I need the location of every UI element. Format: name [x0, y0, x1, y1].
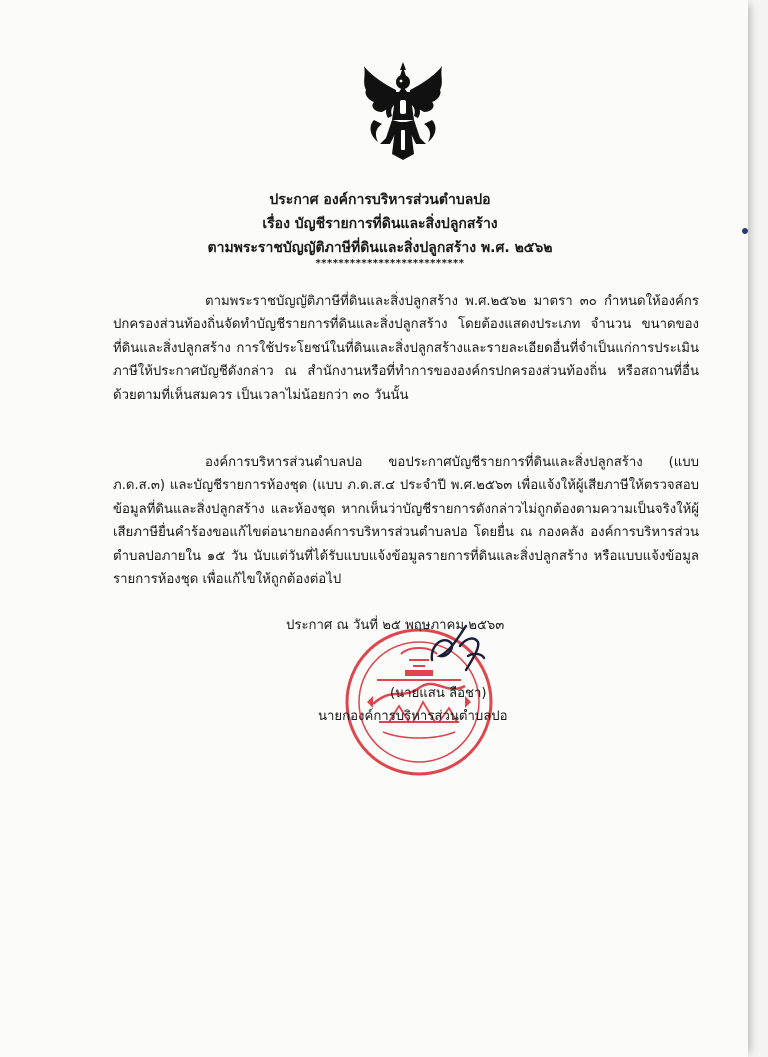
- signatory-title: นายกองค์การบริหารส่วนตำบลปอ: [318, 709, 508, 724]
- announcement-subject: เรื่อง บัญชีรายการที่ดินและสิ่งปลูกสร้าง: [262, 216, 498, 232]
- announcement-act-reference: ตามพระราชบัญญัติภาษีที่ดินและสิ่งปลูกสร้าง พ.ศ. ๒๕๖๒: [207, 240, 553, 256]
- announcement-header: [0, 188, 760, 260]
- paragraph-2-text: องค์การบริหารส่วนตำบลปอ ขอประกาศบัญชีรายการที่ดินและสิ่งปลูกสร้าง (แบบ ภ.ด.ส.๓) และบัญชีรายการห้องชุด (แบบ ภ.ด.ส.๔ ประจำปี พ.ศ.๒๕๖๓ เพื่อแจ้งให้ผู้เสียภาษีให้ตรวจสอบข้อมูลที่ดินและสิ่งปลูกสร้าง และห้องชุด หากเห็นว่าบัญชีรายการดังกล่าวไม่ถูกต้องตามความเป็นจริงให้ผู้เสียภาษียื่นคำร้องขอแก้ไขต่อนายกองค์การบริหารส่วนตำบลปอ โดยยื่น ณ กองคลัง องค์การบริหารส่วนตำบลปอภายใน ๑๕ วัน นับแต่วันที่ได้รับแบบแจ้งข้อมูลรายการที่ดินและสิ่งปลูกสร้าง หรือแบบแจ้งข้อมูลรายการห้องชุด เพื่อแก้ไขให้ถูกต้องต่อไป: [113, 455, 699, 588]
- scan-ink-dot: [742, 228, 748, 234]
- announcement-title: ประกาศ องค์การบริหารส่วนตำบลปอ: [269, 192, 491, 208]
- body-paragraph-1: [113, 290, 699, 407]
- signatory-name: (นายแสน ลือชา): [390, 686, 487, 701]
- paragraph-1-text: ตามพระราชบัญญัติภาษีที่ดินและสิ่งปลูกสร้าง พ.ศ.๒๕๖๒ มาตรา ๓๐ กำหนดให้องค์กรปกครองส่วนท้องถิ่นจัดทำบัญชีรายการที่ดินและสิ่งปลูกสร้าง โดยต้องแสดงประเภท จำนวน ขนาดของที่ดินและสิ่งปลูกสร้าง การใช้ประโยชน์ในที่ดินและสิ่งปลูกสร้างและรายละเอียดอื่นที่จำเป็นแก่การประเมินภาษีให้ประกาศบัญชีดังกล่าว ณ สำนักงานหรือที่ทำการขององค์กรปกครองส่วนท้องถิ่น หรือสถานที่อื่นด้วยตามที่เห็นสมควร เป็นเวลาไม่น้อยกว่า ๓๐ วันนั้น: [113, 294, 699, 403]
- header-separator: **************************: [315, 258, 465, 269]
- announcement-date: ประกาศ ณ วันที่ ๒๕ พฤษภาคม ๒๕๖๓: [286, 618, 505, 633]
- garuda-emblem-icon: [360, 60, 446, 160]
- body-paragraph-2: [113, 451, 699, 591]
